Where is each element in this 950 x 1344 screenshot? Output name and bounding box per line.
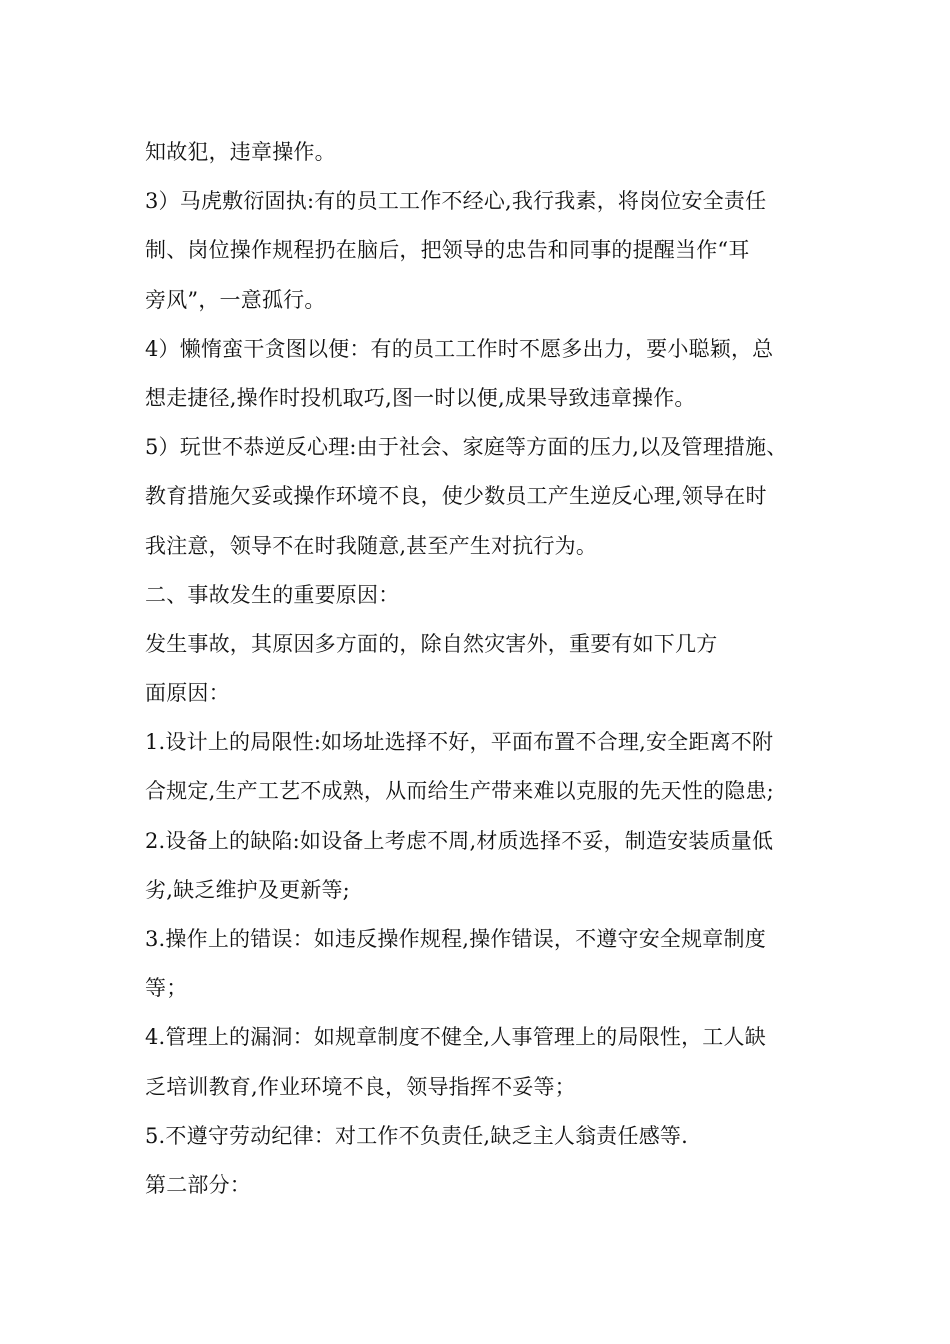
text-line: 面原因： [145,681,230,706]
section-heading: 第二部分： [145,1172,251,1197]
text-line: 制、岗位操作规程扔在脑后，把领导的忠告和同事的提醒当作“耳 [145,238,750,263]
section-heading: 二、事故发生的重要原因： [145,582,400,607]
document-body [145,128,810,1210]
text-line: 3）马虎敷衍固执:有的员工工作不经心,我行我素，将岗位安全责任 [145,189,767,214]
text-line: 2.设备上的缺陷:如设备上考虑不周,材质选择不妥，制造安装质量低 [145,828,774,853]
text-line: 乏培训教育,作业环境不良，领导指挥不妥等； [145,1074,576,1099]
text-line: 合规定,生产工艺不成熟，从而给生产带来难以克服的先天性的隐患; [145,779,774,804]
text-line: 1.设计上的局限性:如场址选择不好，平面布置不合理,安全距离不附 [145,730,774,755]
text-line: 想走捷径,操作时投机取巧,图一时以便,成果导致违章操作。 [145,385,696,410]
text-line: 5）玩世不恭逆反心理:由于社会、家庭等方面的压力,以及管理措施、 [145,435,788,460]
text-line: 4.管理上的漏洞：如规章制度不健全,人事管理上的局限性，工人缺 [145,1025,766,1050]
text-line: 知故犯，违章操作。 [145,140,336,164]
text-line: 发生事故，其原因多方面的，除自然灾害外，重要有如下几方 [145,631,718,656]
text-line: 劣,缺乏维护及更新等; [145,877,350,902]
text-line: 等； [145,976,188,1001]
text-line: 教育措施欠妥或操作环境不良，使少数员工产生逆反心理,领导在时 [145,484,767,509]
text-line: 4）懒惰蛮干贪图以便：有的员工工作时不愿多出力，要小聪颖，总 [145,336,774,361]
text-line: 我注意，领导不在时我随意,甚至产生对抗行为。 [145,533,598,558]
text-line: 旁风”，一意孤行。 [145,287,326,312]
text-line: 5.不遵守劳动纪律：对工作不负责任,缺乏主人翁责任感等. [145,1123,688,1148]
text-line: 3.操作上的错误：如违反操作规程,操作错误，不遵守安全规章制度 [145,927,766,951]
